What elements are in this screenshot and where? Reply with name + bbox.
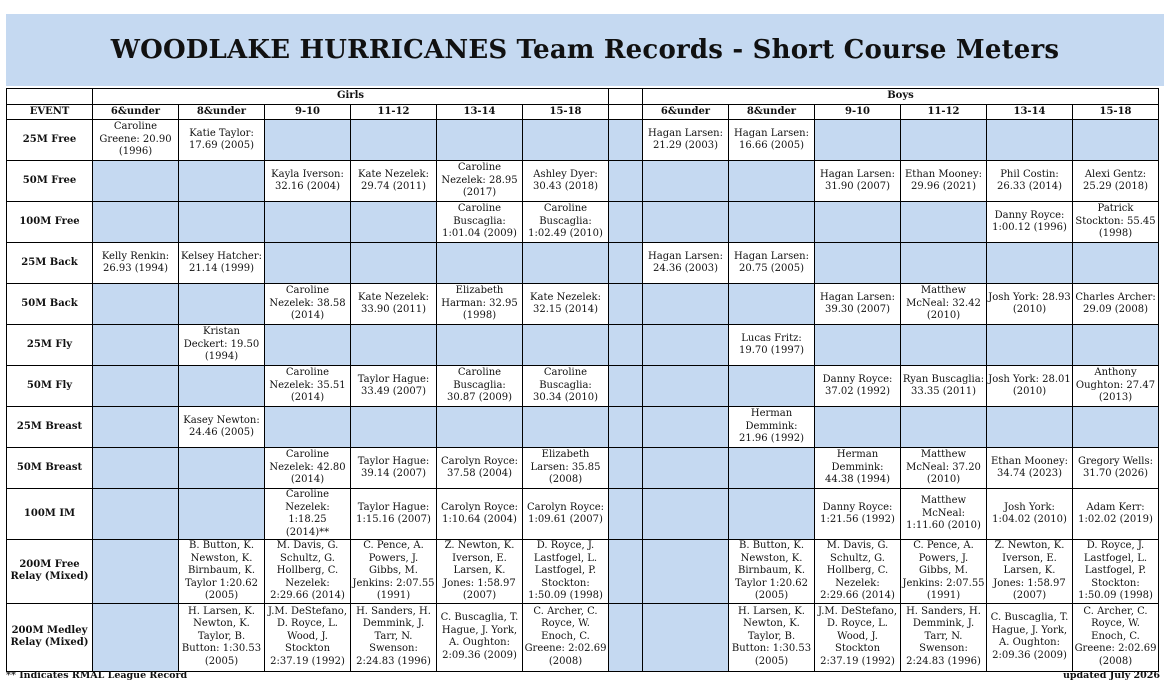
footer-note: ** Indicates RMAL League Record (6, 670, 188, 681)
page-title: WOODLAKE HURRICANES Team Records - Short Course Meters (110, 35, 1060, 65)
girls-age-13-14: 13-14 (437, 105, 523, 120)
boys-age-8under: 8&under (729, 105, 815, 120)
boys-record-cell (643, 161, 729, 202)
record-row (7, 540, 1159, 604)
boys-record-cell (815, 243, 901, 284)
boys-record-cell (1073, 407, 1159, 448)
record-row (7, 489, 1159, 540)
record-row (7, 120, 1159, 161)
girls-record-cell: H. Larsen, K. Newton, K. Taylor, B. Button: 1:30.53 (2005) (179, 603, 265, 671)
event-name: 50M Back (7, 284, 93, 325)
boys-record-cell (1073, 120, 1159, 161)
boys-record-cell: Hagan Larsen: 20.75 (2005) (729, 243, 815, 284)
event-name: 50M Fly (7, 366, 93, 407)
gap-cell (609, 603, 643, 671)
girls-record-cell (93, 603, 179, 671)
girls-record-cell (265, 243, 351, 284)
girls-record-cell: C. Pence, A. Powers, J. Gibbs, M. Jenkins: 2:07.55 (1991) (352, 540, 435, 601)
girls-age-11-12: 11-12 (351, 105, 437, 120)
boys-record-cell (901, 407, 987, 448)
gap-cell (609, 407, 643, 448)
boys-record-cell: Matthew McNeal: 32.42 (2010) (901, 284, 987, 325)
boys-age-13-14: 13-14 (987, 105, 1073, 120)
boys-record-cell: Hagan Larsen: 16.66 (2005) (729, 120, 815, 161)
girls-record-cell: Elizabeth Larsen: 35.85 (2008) (523, 448, 609, 489)
girls-record-cell (179, 161, 265, 202)
girls-record-cell: Taylor Hague: 1:15.16 (2007) (351, 489, 437, 540)
gap-cell (609, 540, 643, 604)
boys-record-cell (987, 325, 1073, 366)
boys-record-cell: Lucas Fritz: 19.70 (1997) (729, 325, 815, 366)
girls-record-cell (437, 243, 523, 284)
boys-record-cell (1073, 325, 1159, 366)
girls-record-cell (523, 407, 609, 448)
girls-record-cell (93, 202, 179, 243)
boys-record-cell (643, 603, 729, 671)
event-name: 100M Free (7, 202, 93, 243)
girls-age-6under: 6&under (93, 105, 179, 120)
girls-age-8under: 8&under (179, 105, 265, 120)
boys-record-cell: Danny Royce: 1:00.12 (1996) (987, 202, 1073, 243)
girls-record-cell: Caroline Nezelek: 35.51 (2014) (265, 366, 351, 407)
girls-record-cell (351, 325, 437, 366)
boys-record-cell (815, 325, 901, 366)
girls-record-cell: Caroline Greene: 20.90 (1996) (93, 120, 179, 161)
boys-record-cell (643, 489, 729, 540)
girls-record-cell (179, 489, 265, 540)
girls-record-cell (179, 284, 265, 325)
girls-record-cell (93, 161, 179, 202)
girls-record-cell: C. Buscaglia, T. Hague, J. York, A. Oughton: 2:09.36 (2009) (437, 603, 523, 671)
gap-cell (609, 325, 643, 366)
girls-record-cell: H. Sanders, H. Demmink, J. Tarr, N. Swenson: 2:24.83 (1996) (351, 603, 437, 671)
records-table (6, 88, 1159, 672)
boys-record-cell (643, 448, 729, 489)
boys-record-cell: Josh York: 28.01 (2010) (987, 366, 1073, 407)
boys-record-cell (643, 325, 729, 366)
boys-record-cell: M. Davis, G. Schultz, G. Hollberg, C. Nezelek: 2:29.66 (2014) (815, 540, 901, 604)
girls-record-cell (265, 120, 351, 161)
girls-record-cell: Ashley Dyer: 30.43 (2018) (523, 161, 609, 202)
girls-record-cell (179, 202, 265, 243)
boys-record-cell: Matthew McNeal: 1:11.60 (2010) (901, 489, 987, 540)
gap-cell (609, 448, 643, 489)
boys-header: Boys (643, 89, 1159, 105)
event-name: 200M Free Relay (Mixed) (7, 540, 93, 604)
boys-record-cell (643, 540, 729, 604)
age-header-row (7, 105, 1159, 120)
girls-record-cell (437, 120, 523, 161)
gap-cell (609, 284, 643, 325)
boys-record-cell (815, 120, 901, 161)
girls-record-cell: B. Button, K. Newston, K. Birnbaum, K. Taylor 1:20.62 (2005) (179, 540, 265, 604)
boys-record-cell: Alexi Gentz: 25.29 (2018) (1073, 161, 1159, 202)
boys-record-cell (987, 243, 1073, 284)
girls-record-cell (351, 120, 437, 161)
girls-record-cell (93, 448, 179, 489)
record-row (7, 603, 1159, 671)
boys-record-cell: Ethan Mooney: 29.96 (2021) (901, 161, 987, 202)
boys-age-15-18: 15-18 (1073, 105, 1159, 120)
boys-record-cell: Matthew McNeal: 37.20 (2010) (901, 448, 987, 489)
record-row (7, 243, 1159, 284)
boys-record-cell (815, 202, 901, 243)
blank-corner (7, 89, 93, 105)
boys-record-cell (729, 161, 815, 202)
event-name: 25M Fly (7, 325, 93, 366)
girls-record-cell: Caroline Nezelek: 28.95 (2017) (437, 161, 523, 202)
boys-record-cell (729, 202, 815, 243)
boys-record-cell (729, 448, 815, 489)
boys-record-cell (987, 407, 1073, 448)
record-row (7, 202, 1159, 243)
boys-record-cell: C. Archer, C. Royce, W. Enoch, C. Greene: 2:02.69 (2008) (1073, 603, 1159, 671)
group-header-row (7, 89, 1159, 105)
event-name: 25M Back (7, 243, 93, 284)
record-row (7, 161, 1159, 202)
record-row (7, 284, 1159, 325)
gap-cell (609, 105, 643, 120)
boys-record-cell: Gregory Wells: 31.70 (2026) (1073, 448, 1159, 489)
girls-record-cell (437, 407, 523, 448)
girls-record-cell: Kelsey Hatcher: 21.14 (1999) (179, 243, 265, 284)
event-name: 50M Free (7, 161, 93, 202)
girls-record-cell: M. Davis, G. Schultz, G. Hollberg, C. Nezelek: 2:29.66 (2014) (265, 540, 351, 604)
girls-record-cell (93, 325, 179, 366)
girls-record-cell: Kasey Newton: 24.46 (2005) (179, 407, 265, 448)
boys-record-cell: Hagan Larsen: 24.36 (2003) (643, 243, 729, 284)
boys-record-cell: Hagan Larsen: 21.29 (2003) (643, 120, 729, 161)
boys-record-cell: Danny Royce: 1:21.56 (1992) (815, 489, 901, 540)
boys-record-cell (643, 366, 729, 407)
boys-record-cell (729, 284, 815, 325)
boys-record-cell (729, 489, 815, 540)
girls-record-cell (179, 366, 265, 407)
girls-record-cell: Caroline Buscaglia: 1:02.49 (2010) (523, 202, 609, 243)
records-body (7, 120, 1159, 672)
boys-record-cell (901, 202, 987, 243)
title-banner (6, 14, 1164, 86)
gap-cell (609, 120, 643, 161)
girls-record-cell: Kate Nezelek: 32.15 (2014) (523, 284, 609, 325)
footer-updated: updated July 2026 (1062, 670, 1160, 681)
boys-record-cell (643, 284, 729, 325)
girls-record-cell: Caroline Buscaglia: 1:01.04 (2009) (437, 202, 523, 243)
boys-record-cell: B. Button, K. Newston, K. Birnbaum, K. Taylor 1:20.62 (2005) (729, 540, 815, 604)
girls-record-cell (351, 243, 437, 284)
gap-cell (609, 489, 643, 540)
boys-age-6under: 6&under (643, 105, 729, 120)
gap-cell (609, 243, 643, 284)
boys-record-cell: D. Royce, J. Lastfogel, L. Lastfogel, P. Stockton: 1:50.09 (1998) (1073, 540, 1159, 604)
girls-record-cell (523, 120, 609, 161)
boys-record-cell (815, 407, 901, 448)
girls-record-cell: D. Royce, J. Lastfogel, L. Lastfogel, P. Stockton: 1:50.09 (1998) (523, 540, 609, 604)
girls-record-cell (179, 448, 265, 489)
girls-record-cell (351, 407, 437, 448)
boys-record-cell: H. Sanders, H. Demmink, J. Tarr, N. Swenson: 2:24.83 (1996) (901, 603, 987, 671)
record-row (7, 325, 1159, 366)
gap-cell (609, 89, 643, 105)
girls-record-cell: J.M. DeStefano, D. Royce, L. Wood, J. Stockton 2:37.19 (1992) (265, 603, 351, 671)
girls-age-15-18: 15-18 (523, 105, 609, 120)
boys-record-cell: Hagan Larsen: 31.90 (2007) (815, 161, 901, 202)
girls-record-cell: C. Archer, C. Royce, W. Enoch, C. Greene: 2:02.69 (2008) (523, 603, 609, 671)
girls-record-cell: Caroline Nezelek: 1:18.25 (2014)** (265, 489, 351, 540)
girls-record-cell: Kate Nezelek: 33.90 (2011) (351, 284, 437, 325)
girls-record-cell: Caroline Nezelek: 42.80 (2014) (265, 448, 351, 489)
event-name: 25M Breast (7, 407, 93, 448)
boys-record-cell: H. Larsen, K. Newton, K. Taylor, B. Button: 1:30.53 (2005) (729, 603, 815, 671)
girls-record-cell: Kate Nezelek: 29.74 (2011) (351, 161, 437, 202)
boys-record-cell (987, 120, 1073, 161)
girls-record-cell: Z. Newton, K. Iverson, E. Larsen, K. Jones: 1:58.97 (2007) (437, 540, 523, 604)
boys-record-cell: Hagan Larsen: 39.30 (2007) (815, 284, 901, 325)
girls-record-cell (351, 202, 437, 243)
boys-record-cell: C. Buscaglia, T. Hague, J. York, A. Oughton: 2:09.36 (2009) (987, 603, 1073, 671)
boys-record-cell: Z. Newton, K. Iverson, E. Larsen, K. Jones: 1:58.97 (2007) (987, 540, 1073, 604)
gap-cell (609, 366, 643, 407)
boys-record-cell (901, 243, 987, 284)
event-name: 25M Free (7, 120, 93, 161)
event-header: EVENT (7, 105, 93, 120)
girls-record-cell: Katie Taylor: 17.69 (2005) (179, 120, 265, 161)
record-row (7, 407, 1159, 448)
boys-record-cell: Josh York: 28.93 (2010) (987, 284, 1073, 325)
girls-record-cell (93, 489, 179, 540)
girls-record-cell (93, 540, 179, 604)
record-row (7, 366, 1159, 407)
event-name: 200M Medley Relay (Mixed) (7, 603, 93, 671)
boys-age-11-12: 11-12 (901, 105, 987, 120)
event-name: 100M IM (7, 489, 93, 540)
boys-record-cell: Phil Costin: 26.33 (2014) (987, 161, 1073, 202)
girls-age-9-10: 9-10 (265, 105, 351, 120)
boys-record-cell: Danny Royce: 37.02 (1992) (815, 366, 901, 407)
girls-record-cell: Carolyn Royce: 1:10.64 (2004) (437, 489, 523, 540)
boys-record-cell (643, 202, 729, 243)
girls-record-cell: Kelly Renkin: 26.93 (1994) (93, 243, 179, 284)
girls-record-cell: Caroline Buscaglia: 30.87 (2009) (437, 366, 523, 407)
gap-cell (609, 202, 643, 243)
boys-record-cell: Herman Demmink: 44.38 (1994) (815, 448, 901, 489)
girls-record-cell (265, 202, 351, 243)
boys-record-cell: C. Pence, A. Powers, J. Gibbs, M. Jenkins: 2:07.55 (1991) (902, 540, 985, 601)
boys-record-cell (901, 120, 987, 161)
boys-record-cell: Ethan Mooney: 34.74 (2023) (987, 448, 1073, 489)
gap-cell (609, 161, 643, 202)
boys-record-cell (1073, 243, 1159, 284)
girls-record-cell (437, 325, 523, 366)
record-row (7, 448, 1159, 489)
boys-age-9-10: 9-10 (815, 105, 901, 120)
boys-record-cell: Ryan Buscaglia: 33.35 (2011) (901, 366, 987, 407)
girls-record-cell: Taylor Hague: 33.49 (2007) (351, 366, 437, 407)
boys-record-cell (729, 366, 815, 407)
boys-record-cell (643, 407, 729, 448)
girls-record-cell: Elizabeth Harman: 32.95 (1998) (437, 284, 523, 325)
event-name: 50M Breast (7, 448, 93, 489)
boys-record-cell: Patrick Stockton: 55.45 (1998) (1073, 202, 1159, 243)
girls-record-cell: Taylor Hague: 39.14 (2007) (351, 448, 437, 489)
boys-record-cell: Herman Demmink: 21.96 (1992) (729, 407, 815, 448)
boys-record-cell: Adam Kerr: 1:02.02 (2019) (1073, 489, 1159, 540)
girls-record-cell: Kayla Iverson: 32.16 (2004) (265, 161, 351, 202)
boys-record-cell (901, 325, 987, 366)
girls-record-cell: Carolyn Royce: 1:09.61 (2007) (523, 489, 609, 540)
girls-record-cell: Caroline Nezelek: 38.58 (2014) (265, 284, 351, 325)
girls-record-cell (523, 243, 609, 284)
girls-record-cell (93, 284, 179, 325)
boys-record-cell: J.M. DeStefano, D. Royce, L. Wood, J. Stockton 2:37.19 (1992) (815, 603, 901, 671)
girls-record-cell: Kristan Deckert: 19.50 (1994) (179, 325, 265, 366)
girls-record-cell (265, 407, 351, 448)
girls-record-cell (93, 407, 179, 448)
girls-record-cell (93, 366, 179, 407)
girls-record-cell: Caroline Buscaglia: 30.34 (2010) (523, 366, 609, 407)
boys-record-cell: Josh York: 1:04.02 (2010) (987, 489, 1073, 540)
girls-record-cell (523, 325, 609, 366)
girls-record-cell (265, 325, 351, 366)
girls-record-cell: Carolyn Royce: 37.58 (2004) (437, 448, 523, 489)
girls-header: Girls (93, 89, 609, 105)
boys-record-cell: Anthony Oughton: 27.47 (2013) (1073, 366, 1159, 407)
boys-record-cell: Charles Archer: 29.09 (2008) (1073, 284, 1159, 325)
